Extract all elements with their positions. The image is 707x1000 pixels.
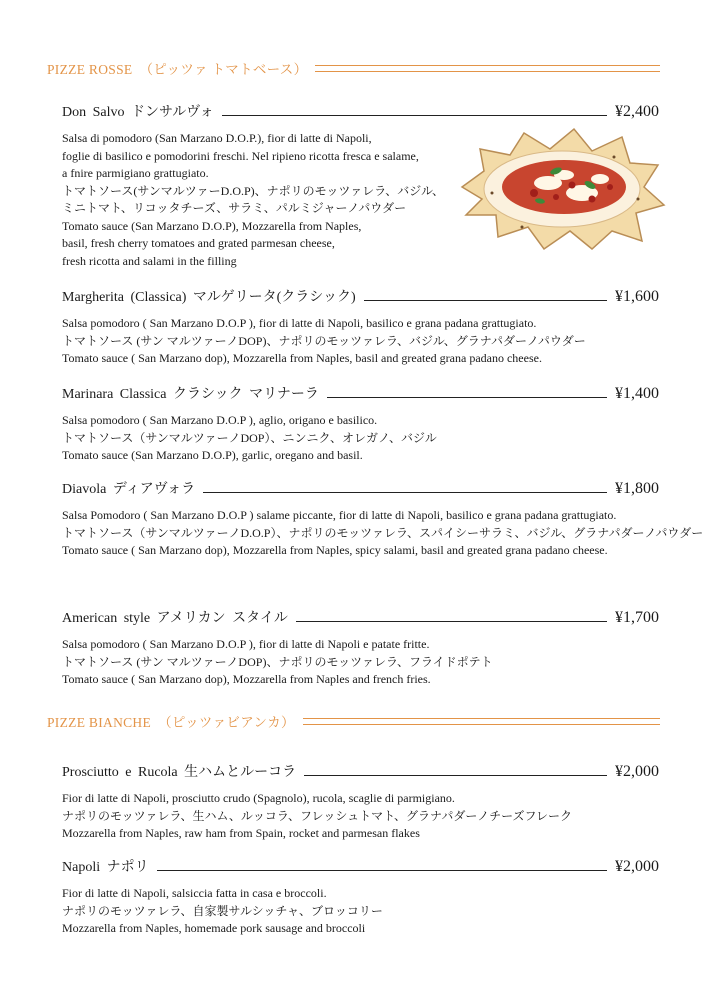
description-line: ナポリのモッツァレラ、生ハム、ルッコラ、フレッシュトマト、グラナパダーノチーズフレーク	[62, 808, 573, 823]
description-line: Tomato sauce ( San Marzano dop), Mozzarella from Naples, basil and greated grana padano cheese.	[62, 351, 542, 365]
description-line: foglie di basilico e pomodorini freschi. Nel ripieno ricotta fresca e salame,	[62, 148, 419, 163]
description-line: Salsa pomodoro ( San Marzano D.O.P ), aglio, origano e basilico.	[62, 413, 378, 427]
section-divider	[303, 718, 660, 725]
section-title: PIZZE BIANCHE （ピッツァビアンカ）	[47, 715, 295, 730]
description-line: Tomato sauce ( San Marzano dop), Mozzarella from Naples, spicy salami, basil and greated grana padano cheese.	[62, 543, 608, 557]
leader-line	[364, 300, 607, 301]
description-line: Tomato sauce ( San Marzano dop), Mozzarella from Naples and french fries.	[62, 672, 431, 686]
description-line: Fior di latte di Napoli, prosciutto crudo (Spagnolo), rucola, scaglie di parmigiano.	[62, 791, 455, 805]
item-price: ¥1,700	[615, 609, 659, 626]
pizza-illustration	[452, 127, 667, 252]
section-title: PIZZE ROSSE （ピッツァ トマトベース）	[47, 62, 308, 77]
leader-line	[296, 621, 607, 622]
description-line: Salsa pomodoro ( San Marzano D.O.P ), fior di latte di Napoli e patate fritte.	[62, 637, 430, 651]
description-line: Fior di latte di Napoli, salsiccia fatta in casa e broccoli.	[62, 886, 327, 900]
description-line: トマトソース（サンマルツァーノD.O.P）、ナポリのモッツァレラ、スパイシーサラミ、バジル、グラナパダーノパウダー	[62, 525, 704, 540]
description-line: Tomato sauce (San Marzano D.O.P), garlic, oregano and basil.	[62, 448, 363, 462]
item-description	[62, 885, 659, 938]
description-line: ナポリのモッツァレラ、自家製サルシッチャ、ブロッコリー	[62, 903, 383, 918]
item-price: ¥2,000	[615, 763, 659, 780]
description-line: Salsa pomodoro ( San Marzano D.O.P ), fior di latte di Napoli, basilico e grana padana grattugiato.	[62, 316, 537, 330]
leader-line	[304, 775, 607, 776]
item-name: Marinara Classica クラシック マリナーラ	[62, 387, 319, 402]
item-name: Prosciutto e Rucola 生ハムとルーコラ	[62, 765, 297, 780]
item-description	[62, 315, 659, 368]
description-line: Salsa Pomodoro ( San Marzano D.O.P ) salame piccante, fior di latte di Napoli, basilico e grana padana grattugiato.	[62, 508, 617, 522]
item-name: Margherita (Classica) マルゲリータ(クラシック)	[62, 290, 356, 305]
description-line: トマトソース (サン マルツァーノDOP)、ナポリのモッツァレラ、バジル、グラナパダーノパウダー	[62, 333, 586, 348]
item-price: ¥1,800	[615, 480, 659, 497]
item-price: ¥1,600	[615, 288, 659, 305]
item-description	[62, 507, 704, 560]
leader-line	[157, 870, 607, 871]
item-description	[62, 412, 659, 465]
description-line: Mozzarella from Naples, homemade pork sausage and broccoli	[62, 921, 366, 935]
leader-line	[222, 115, 607, 116]
item-name: Don Salvo ドンサルヴォ	[62, 105, 214, 120]
item-price: ¥2,400	[615, 103, 659, 120]
description-line: ミニトマト、リコッタチーズ、サラミ、パルミジャーノパウダー	[62, 201, 407, 215]
menu-item-margherita	[62, 284, 659, 368]
description-line: basil, fresh cherry tomatoes and grated parmesan cheese,	[62, 236, 335, 250]
item-name: Napoli ナポリ	[62, 860, 149, 875]
item-description	[62, 636, 659, 689]
leader-line	[203, 492, 607, 493]
section-divider	[315, 65, 660, 72]
description-line: トマトソース(サンマルツァーD.O.P)、ナポリのモッツァレラ、バジル、	[62, 183, 444, 198]
item-description	[62, 790, 659, 843]
description-line: Mozzarella from Naples, raw ham from Spain, rocket and parmesan flakes	[62, 826, 420, 840]
menu-item-marinara-classica	[62, 381, 659, 465]
item-price: ¥2,000	[615, 858, 659, 875]
section-header-pizze-bianche	[47, 711, 660, 731]
description-line: Tomato sauce (San Marzano D.O.P), Mozzarella from Naples,	[62, 218, 362, 233]
description-line: トマトソース（サンマルツァーノDOP）、ニンニク、オレガノ、バジル	[62, 430, 437, 445]
menu-item-napoli	[62, 854, 659, 938]
description-line: fresh ricotta and salami in the filling	[62, 253, 237, 268]
menu-item-american-style	[62, 605, 659, 689]
item-name: American style アメリカン スタイル	[62, 611, 288, 626]
menu-item-diavola	[62, 476, 704, 560]
description-line: トマトソース (サン マルツァーノDOP)、ナポリのモッツァレラ、フライドポテト	[62, 654, 493, 669]
item-name: Diavola ディアヴォラ	[62, 482, 196, 497]
section-header-pizze-rosse	[47, 58, 660, 78]
menu-item-prosciutto-e-rucola	[62, 759, 659, 843]
item-price: ¥1,400	[615, 385, 659, 402]
leader-line	[327, 397, 607, 398]
description-line: Salsa di pomodoro (San Marzano D.O.P.), fior di latte di Napoli,	[62, 131, 372, 145]
description-line: a fnire parmigiano grattugiato.	[62, 166, 209, 180]
